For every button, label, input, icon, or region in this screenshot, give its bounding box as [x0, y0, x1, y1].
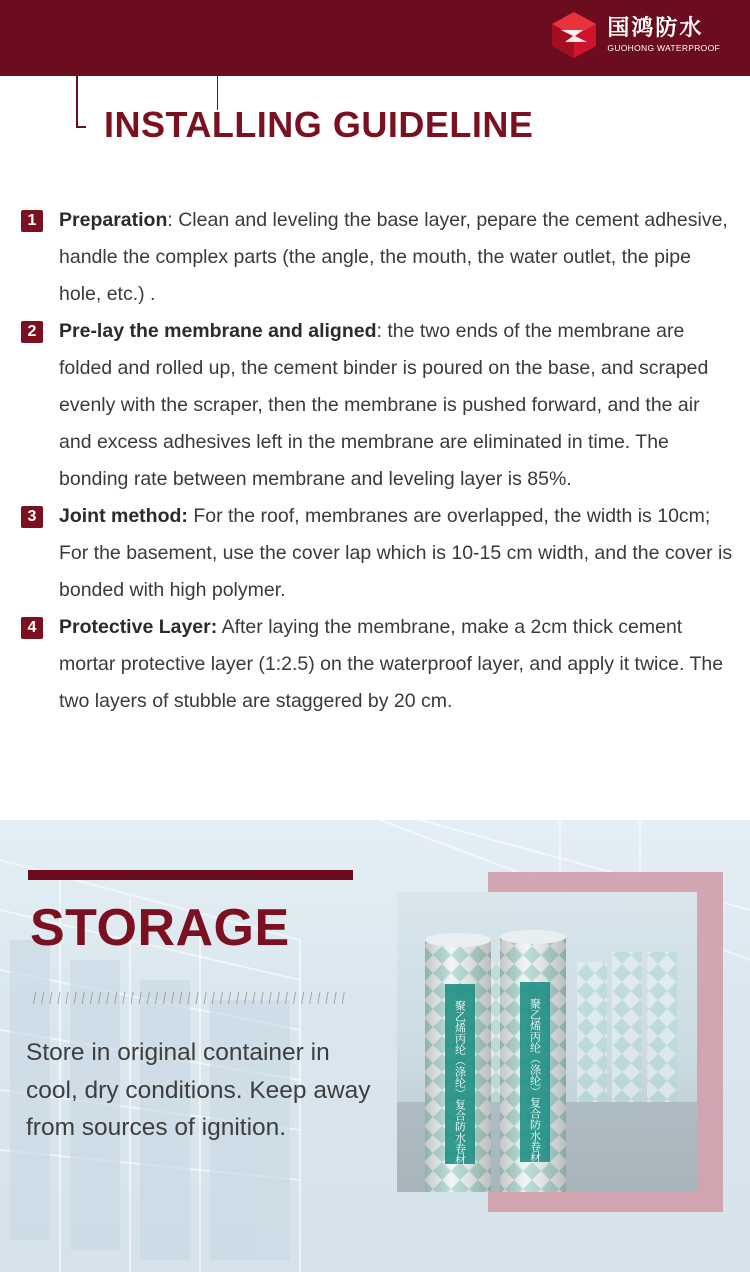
- step-number-badge: 1: [21, 210, 43, 232]
- storage-accent-bar: [28, 870, 353, 880]
- install-steps: [0, 202, 750, 720]
- step-text: [59, 498, 736, 609]
- roll-right: [500, 930, 566, 1192]
- step-body: : the two ends of the membrane are folded and rolled up, the cement binder is poured on the base, and scraped evenly with the scraper, then the membrane is pushed forward, and the air and excess adhesives left in the membrane are eliminated in time. The bonding rate between membrane and leveling layer is 85%.: [59, 320, 709, 490]
- product-rolls-photo: [397, 892, 697, 1192]
- roll-label-right: 聚乙烯丙纶（涤纶）复合防水卷材: [528, 998, 542, 1163]
- step-heading: Pre-lay the membrane and aligned: [59, 320, 377, 342]
- roll-label-left: 聚乙烯丙纶（涤纶）复合防水卷材: [453, 1000, 467, 1165]
- step-item: [0, 202, 750, 313]
- step-body: For the roof, membranes are overlapped, the width is 10cm; For the basement, use the cover lap which is 10-15 cm width, and the cover is bonded with high polymer.: [59, 505, 733, 601]
- membrane-rolls-image: [397, 892, 697, 1192]
- step-text: [59, 313, 736, 498]
- step-heading: Joint method:: [59, 505, 188, 527]
- step-item: [0, 313, 750, 498]
- title-bracket-foot: [76, 126, 86, 128]
- step-item: [0, 609, 750, 720]
- title-bracket: [76, 60, 218, 110]
- cube-logo-icon: [549, 10, 599, 60]
- hatch-divider: [30, 992, 348, 1004]
- step-number-badge: 4: [21, 617, 43, 639]
- step-text: [59, 609, 736, 720]
- step-number-badge: 2: [21, 321, 43, 343]
- brand-name-cn: 国鸿防水: [607, 16, 704, 41]
- step-body: After laying the membrane, make a 2cm thick cement mortar protective layer (1:2.5) on the waterproof layer, and apply it twice. The two layers of stubble are staggered by 20 cm.: [59, 616, 724, 712]
- brand-logo[interactable]: [549, 10, 720, 60]
- step-heading: Protective Layer:: [59, 616, 218, 638]
- step-item: [0, 498, 750, 609]
- step-text: [59, 202, 736, 313]
- brand-name-en: GUOHONG WATERPROOF: [607, 43, 720, 53]
- step-body: : Clean and leveling the base layer, pepare the cement adhesive, handle the complex parts (the angle, the mouth, the water outlet, the pipe hole, etc.) .: [59, 209, 728, 305]
- step-number-badge: 3: [21, 506, 43, 528]
- installing-guideline-title: INSTALLING GUIDELINE: [104, 104, 534, 145]
- title-bracket-left: [76, 60, 78, 128]
- storage-description: Store in original container in cool, dry conditions. Keep away from sources of ignition.: [26, 1039, 371, 1141]
- roll-left: [425, 933, 491, 1192]
- step-heading: Preparation: [59, 209, 168, 231]
- storage-title: STORAGE: [30, 899, 290, 957]
